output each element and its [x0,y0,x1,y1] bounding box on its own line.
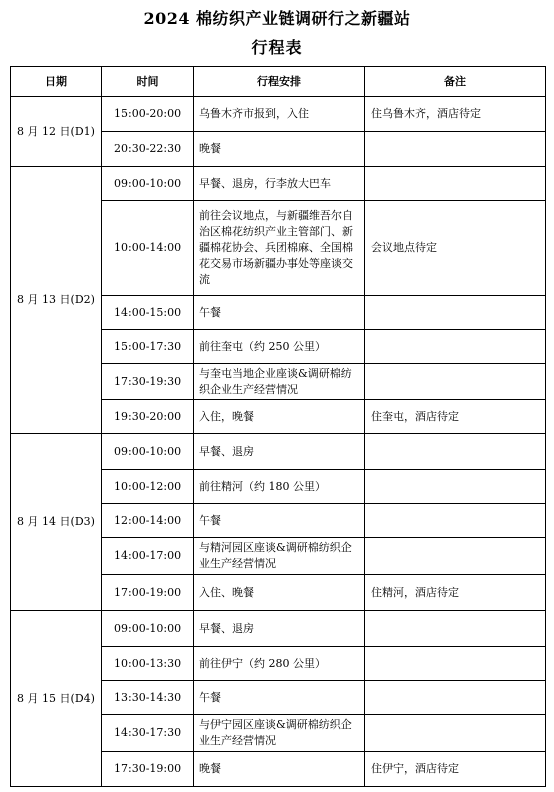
row-time: 17:30-19:00 [102,752,194,787]
row-time: 13:30-14:30 [102,681,194,715]
table-row [11,167,546,201]
row-note: 住精河，酒店待定 [365,575,546,611]
row-time: 10:00-12:00 [102,470,194,504]
row-plan: 前往会议地点，与新疆维吾尔自治区棉花纺织产业主管部门、新疆棉花协会、兵团棉麻、全国棉花交易市场新疆办事处等座谈交流 [194,201,365,296]
row-plan: 入住、晚餐 [194,575,365,611]
row-time: 17:00-19:00 [102,575,194,611]
row-time: 14:00-15:00 [102,296,194,330]
row-time: 10:00-13:30 [102,647,194,681]
row-time: 09:00-10:00 [102,611,194,647]
row-time: 15:00-20:00 [102,97,194,132]
row-time: 20:30-22:30 [102,132,194,167]
header-time: 时间 [102,67,194,97]
day-date: 8 月 12 日(D1) [11,97,102,167]
row-plan: 晚餐 [194,132,365,167]
header-plan: 行程安排 [194,67,365,97]
row-note [365,647,546,681]
row-time: 19:30-20:00 [102,400,194,434]
row-time: 10:00-14:00 [102,201,194,296]
row-plan: 前往精河（约 180 公里） [194,470,365,504]
row-time: 14:00-17:00 [102,538,194,575]
row-time: 14:30-17:30 [102,715,194,752]
header-date: 日期 [11,67,102,97]
row-plan: 乌鲁木齐市报到，入住 [194,97,365,132]
row-plan: 早餐、退房 [194,434,365,470]
row-time: 17:30-19:30 [102,364,194,400]
row-note [365,132,546,167]
document-subtitle: 行程表 [251,38,303,57]
row-plan: 前往奎屯（约 250 公里） [194,330,365,364]
row-note [365,434,546,470]
row-plan: 早餐、退房 [194,611,365,647]
row-note [365,296,546,330]
row-note: 会议地点待定 [365,201,546,296]
row-plan: 晚餐 [194,752,365,787]
row-plan: 入住，晚餐 [194,400,365,434]
day-date: 8 月 14 日(D3) [11,434,102,611]
row-plan: 与奎屯当地企业座谈&调研棉纺织企业生产经营情况 [194,364,365,400]
row-note: 住奎屯，酒店待定 [365,400,546,434]
itinerary-table [10,66,546,787]
row-note [365,681,546,715]
row-note [365,611,546,647]
row-note [365,504,546,538]
header-note: 备注 [365,67,546,97]
document-title: 2024 棉纺织产业链调研行之新疆站 [143,9,411,28]
row-time: 09:00-10:00 [102,434,194,470]
row-note [365,715,546,752]
row-note [365,364,546,400]
row-plan: 早餐、退房，行李放大巴车 [194,167,365,201]
row-time: 09:00-10:00 [102,167,194,201]
row-note [365,330,546,364]
row-plan: 午餐 [194,296,365,330]
day-date: 8 月 15 日(D4) [11,611,102,787]
row-plan: 前往伊宁（约 280 公里） [194,647,365,681]
row-note [365,167,546,201]
row-time: 15:00-17:30 [102,330,194,364]
day-date: 8 月 13 日(D2) [11,167,102,434]
row-plan: 与伊宁园区座谈&调研棉纺织企业生产经营情况 [194,715,365,752]
row-plan: 午餐 [194,504,365,538]
table-header-row [11,67,546,97]
table-row [11,611,546,647]
row-time: 12:00-14:00 [102,504,194,538]
row-plan: 与精河园区座谈&调研棉纺织企业生产经营情况 [194,538,365,575]
row-plan: 午餐 [194,681,365,715]
table-row [11,97,546,132]
row-note: 住伊宁，酒店待定 [365,752,546,787]
row-note [365,538,546,575]
table-row [11,434,546,470]
row-note [365,470,546,504]
row-note: 住乌鲁木齐，酒店待定 [365,97,546,132]
